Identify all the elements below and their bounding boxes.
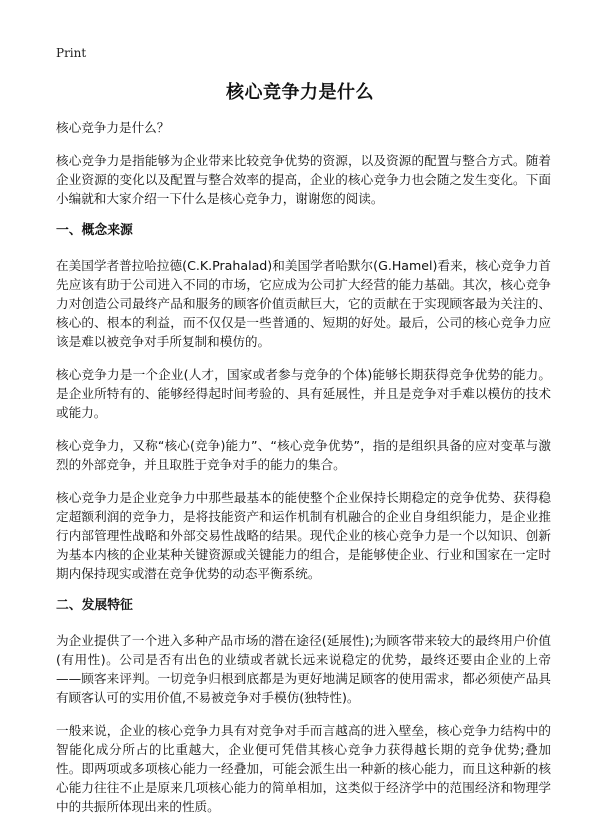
intro-paragraph: 核心竞争力是指能够为企业带来比较竞争优势的资源，以及资源的配置与整合方式。随着企业资源的变化以及配置与整合效率的提高，企业的核心竞争力也会随之发生变化。下面小编就和大家介绍一下什么是核心竞争力，谢谢您的阅读。 <box>56 153 551 206</box>
concept-paragraph: 核心竞争力，又称“核心(竞争)能力”、“核心竞争优势”，指的是组织具备的应对变革与激烈的外部竞争，并且取胜于竞争对手的能力的集合。 <box>56 438 551 472</box>
intro-question: 核心竞争力是什么？ <box>56 120 170 135</box>
concept-paragraph: 核心竞争力是企业竞争力中那些最基本的能使整个企业保持长期稳定的竞争优势、获得稳定超额利润的竞争力，是将技能资产和运作机制有机融合的企业自身组织能力，是企业推行内部管理性战略和外部交易性战略的结果。现代企业的核心竞争力是一个以知识、创新为基本内核的企业某种关键资源或关键能力的组合，是能够使企业、行业和国家在一定时期内保持现实或潜在竞争优势的动态平衡系统。 <box>56 490 551 581</box>
page-title: 核心竞争力是什么 <box>226 82 374 103</box>
section-heading-features: 二、发展特征 <box>56 598 133 613</box>
article-body <box>56 118 551 830</box>
section-heading-concept: 一、概念来源 <box>56 223 133 238</box>
print-link[interactable]: Print <box>56 46 87 60</box>
concept-paragraph: 核心竞争力是一个企业(人才，国家或者参与竞争的个体)能够长期获得竞争优势的能力。是企业所特有的、能够经得起时间考验的、具有延展性，并且是竞争对手难以模仿的技术或能力。 <box>56 367 551 420</box>
concept-paragraph: 在美国学者普拉哈拉德(C.K.Prahalad)和美国学者哈默尔(G.Hamel)看来，核心竞争力首先应该有助于公司进入不同的市场，它应成为公司扩大经营的能力基础。其次，核心竞争力对创造公司最终产品和服务的顾客价值贡献巨大，它的贡献在于实现顾客最为关注的、核心的、根本的利益，而不仅仅是一些普通的、短期的好处。最后，公司的核心竞争力应该是难以被竞争对手所复制和模仿的。 <box>56 258 551 349</box>
features-paragraph: 为企业提供了一个进入多种产品市场的潜在途径(延展性);为顾客带来较大的最终用户价值(有用性)。公司是否有出色的业绩或者就长远来说稳定的优势，最终还要由企业的上帝——顾客来评判。一切竞争归根到底都是为更好地满足顾客的使用需求，都必须使产品具有顾客认可的实用价值,不易被竞争对手模仿(独特性)。 <box>56 633 551 705</box>
features-paragraph: 一般来说，企业的核心竞争力具有对竞争对手而言越高的进入壁垒，核心竞争力结构中的智能化成分所占的比重越大，企业便可凭借其核心竞争力获得越长期的竞争优势;叠加性。即两项或多项核心能力一经叠加，可能会派生出一种新的核心能力，而且这种新的核心能力往往不止是原来几项核心能力的简单相加，这类似于经济学中的范围经济和物理学中的共振所体现出来的性质。 <box>56 723 551 814</box>
